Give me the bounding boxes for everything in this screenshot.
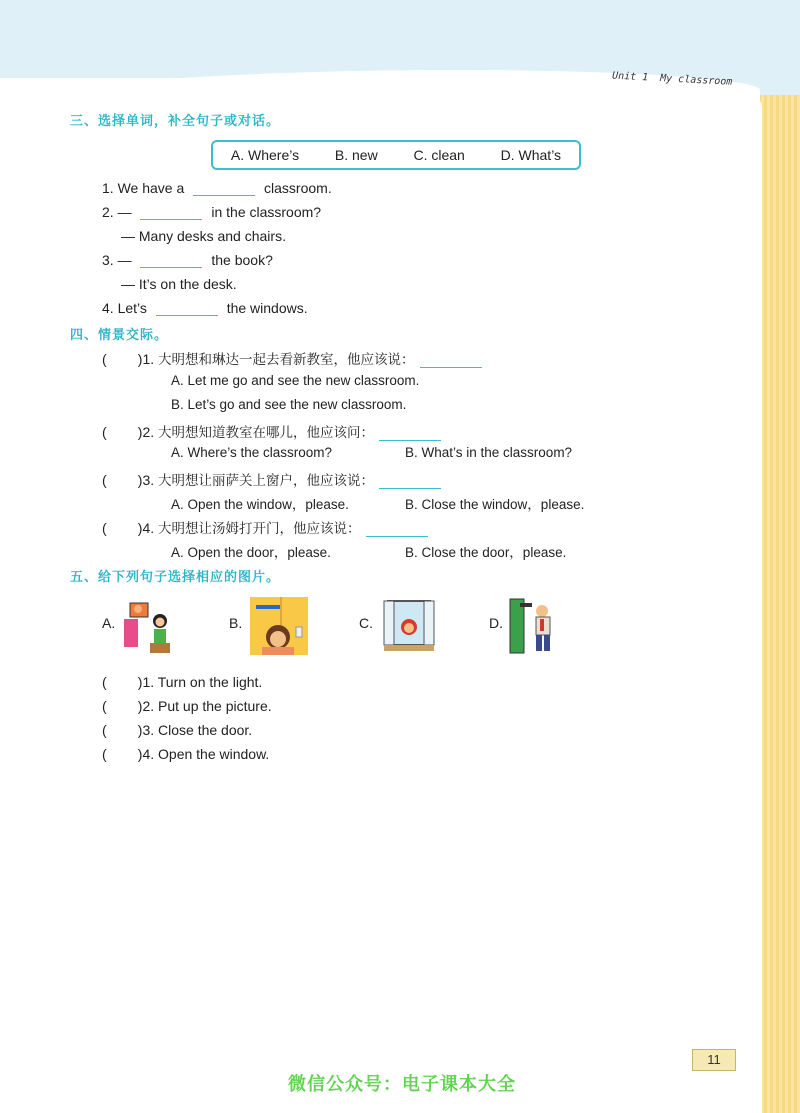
item-number: )2. <box>137 424 155 440</box>
item-number: )1. <box>137 674 155 690</box>
question-text: 大明想让汤姆打开门，他应该说： <box>158 521 361 537</box>
item-number: )1. <box>137 351 155 367</box>
question-text: 大明想让丽萨关上窗户，他应该说： <box>158 473 375 489</box>
answer-blank[interactable] <box>156 301 218 316</box>
picture-close-window <box>380 597 438 655</box>
item-text-before: — <box>117 204 132 220</box>
question-text: 大明想知道教室在哪儿，他应该问： <box>158 425 375 441</box>
unit-label: Unit 1 <box>611 70 649 84</box>
fill-item-2-reply: — Many desks and chairs. <box>121 228 286 244</box>
option-b: B. Close the window，please. <box>405 497 585 512</box>
page-sheet <box>0 78 762 1113</box>
item-text-after: classroom. <box>264 180 332 196</box>
watermark-text: 微信公众号：电子课本大全 <box>288 1074 516 1095</box>
item-text-after: in the classroom? <box>211 204 322 220</box>
item-number: )3. <box>137 472 155 488</box>
match-item-4 <box>102 746 269 762</box>
answer-paren-open[interactable]: ( <box>102 351 138 367</box>
match-item-3 <box>102 722 252 738</box>
picture-open-door <box>506 597 564 655</box>
page-stack-edge <box>758 95 800 1113</box>
option-b: B. Close the door，please. <box>405 545 567 560</box>
item-number: 4. <box>102 300 114 316</box>
word-option-c: C. clean <box>413 147 465 163</box>
answer-paren-open[interactable]: ( <box>102 472 138 488</box>
item-text: Put up the picture. <box>158 698 272 714</box>
item-number: 1. <box>102 180 114 196</box>
item-number: 3. <box>102 252 114 268</box>
dialog-question-4 <box>102 517 433 537</box>
fill-item-2 <box>102 204 321 220</box>
option-a: A. Where’s the classroom? <box>171 445 333 460</box>
answer-blank[interactable] <box>140 253 202 268</box>
picture-label-a: A. <box>102 615 116 631</box>
item-text-after: the windows. <box>226 300 308 316</box>
section5-title: 五、给下列句子选择相应的图片。 <box>70 570 281 585</box>
page-number: 11 <box>692 1049 736 1071</box>
item-text: Turn on the light. <box>157 674 263 690</box>
picture-put-up-picture <box>120 597 178 655</box>
item-text: Open the window. <box>158 746 270 762</box>
match-item-1 <box>102 674 262 690</box>
unit-title: My classroom <box>659 73 733 88</box>
item-text: Close the door. <box>158 722 253 738</box>
answer-paren-open[interactable]: ( <box>102 424 138 440</box>
option-a: A. Open the window，please. <box>171 497 349 512</box>
answer-blank[interactable] <box>140 205 202 220</box>
dialog-question-1 <box>102 348 487 368</box>
dialog-question-2 <box>102 421 446 441</box>
option-a: A. Open the door，please. <box>171 545 331 560</box>
item-text-before: We have a <box>117 180 185 196</box>
item-number: 2. <box>102 204 114 220</box>
match-item-2 <box>102 698 272 714</box>
option-b: B. Let’s go and see the new classroom. <box>171 397 407 412</box>
item-text-before: Let’s <box>117 300 147 316</box>
section4-title: 四、情景交际。 <box>70 328 169 343</box>
picture-label-b: B. <box>229 615 243 631</box>
answer-paren-open[interactable]: ( <box>102 698 138 714</box>
answer-blank[interactable] <box>366 522 428 537</box>
answer-paren-open[interactable]: ( <box>102 674 138 690</box>
item-text-before: — <box>117 252 132 268</box>
word-choice-box <box>211 140 581 170</box>
option-b: B. What’s in the classroom? <box>405 445 573 460</box>
item-text-after: the book? <box>211 252 273 268</box>
answer-blank[interactable] <box>379 474 441 489</box>
dialog-question-3 <box>102 469 446 489</box>
answer-paren-open[interactable]: ( <box>102 746 138 762</box>
fill-item-3 <box>102 252 273 268</box>
item-number: )3. <box>137 722 155 738</box>
answer-paren-open[interactable]: ( <box>102 722 138 738</box>
word-option-a: A. Where’s <box>230 147 300 163</box>
section3-title: 三、选择单词，补全句子或对话。 <box>70 114 281 129</box>
picture-turn-on-light <box>250 597 308 655</box>
answer-blank[interactable] <box>420 353 482 368</box>
fill-item-4 <box>102 300 308 316</box>
item-number: )4. <box>137 746 155 762</box>
question-text: 大明想和琳达一起去看新教室，他应该说： <box>158 352 415 368</box>
option-a: A. Let me go and see the new classroom. <box>171 373 420 388</box>
word-option-d: D. What’s <box>500 147 562 163</box>
answer-blank[interactable] <box>193 181 255 196</box>
fill-item-1 <box>102 180 332 196</box>
answer-paren-open[interactable]: ( <box>102 520 138 536</box>
item-number: )2. <box>137 698 155 714</box>
answer-blank[interactable] <box>379 426 441 441</box>
fill-item-3-reply: — It’s on the desk. <box>121 276 237 292</box>
picture-label-c: C. <box>359 615 373 631</box>
word-option-b: B. new <box>334 147 378 163</box>
item-number: )4. <box>137 520 155 536</box>
picture-label-d: D. <box>489 615 503 631</box>
